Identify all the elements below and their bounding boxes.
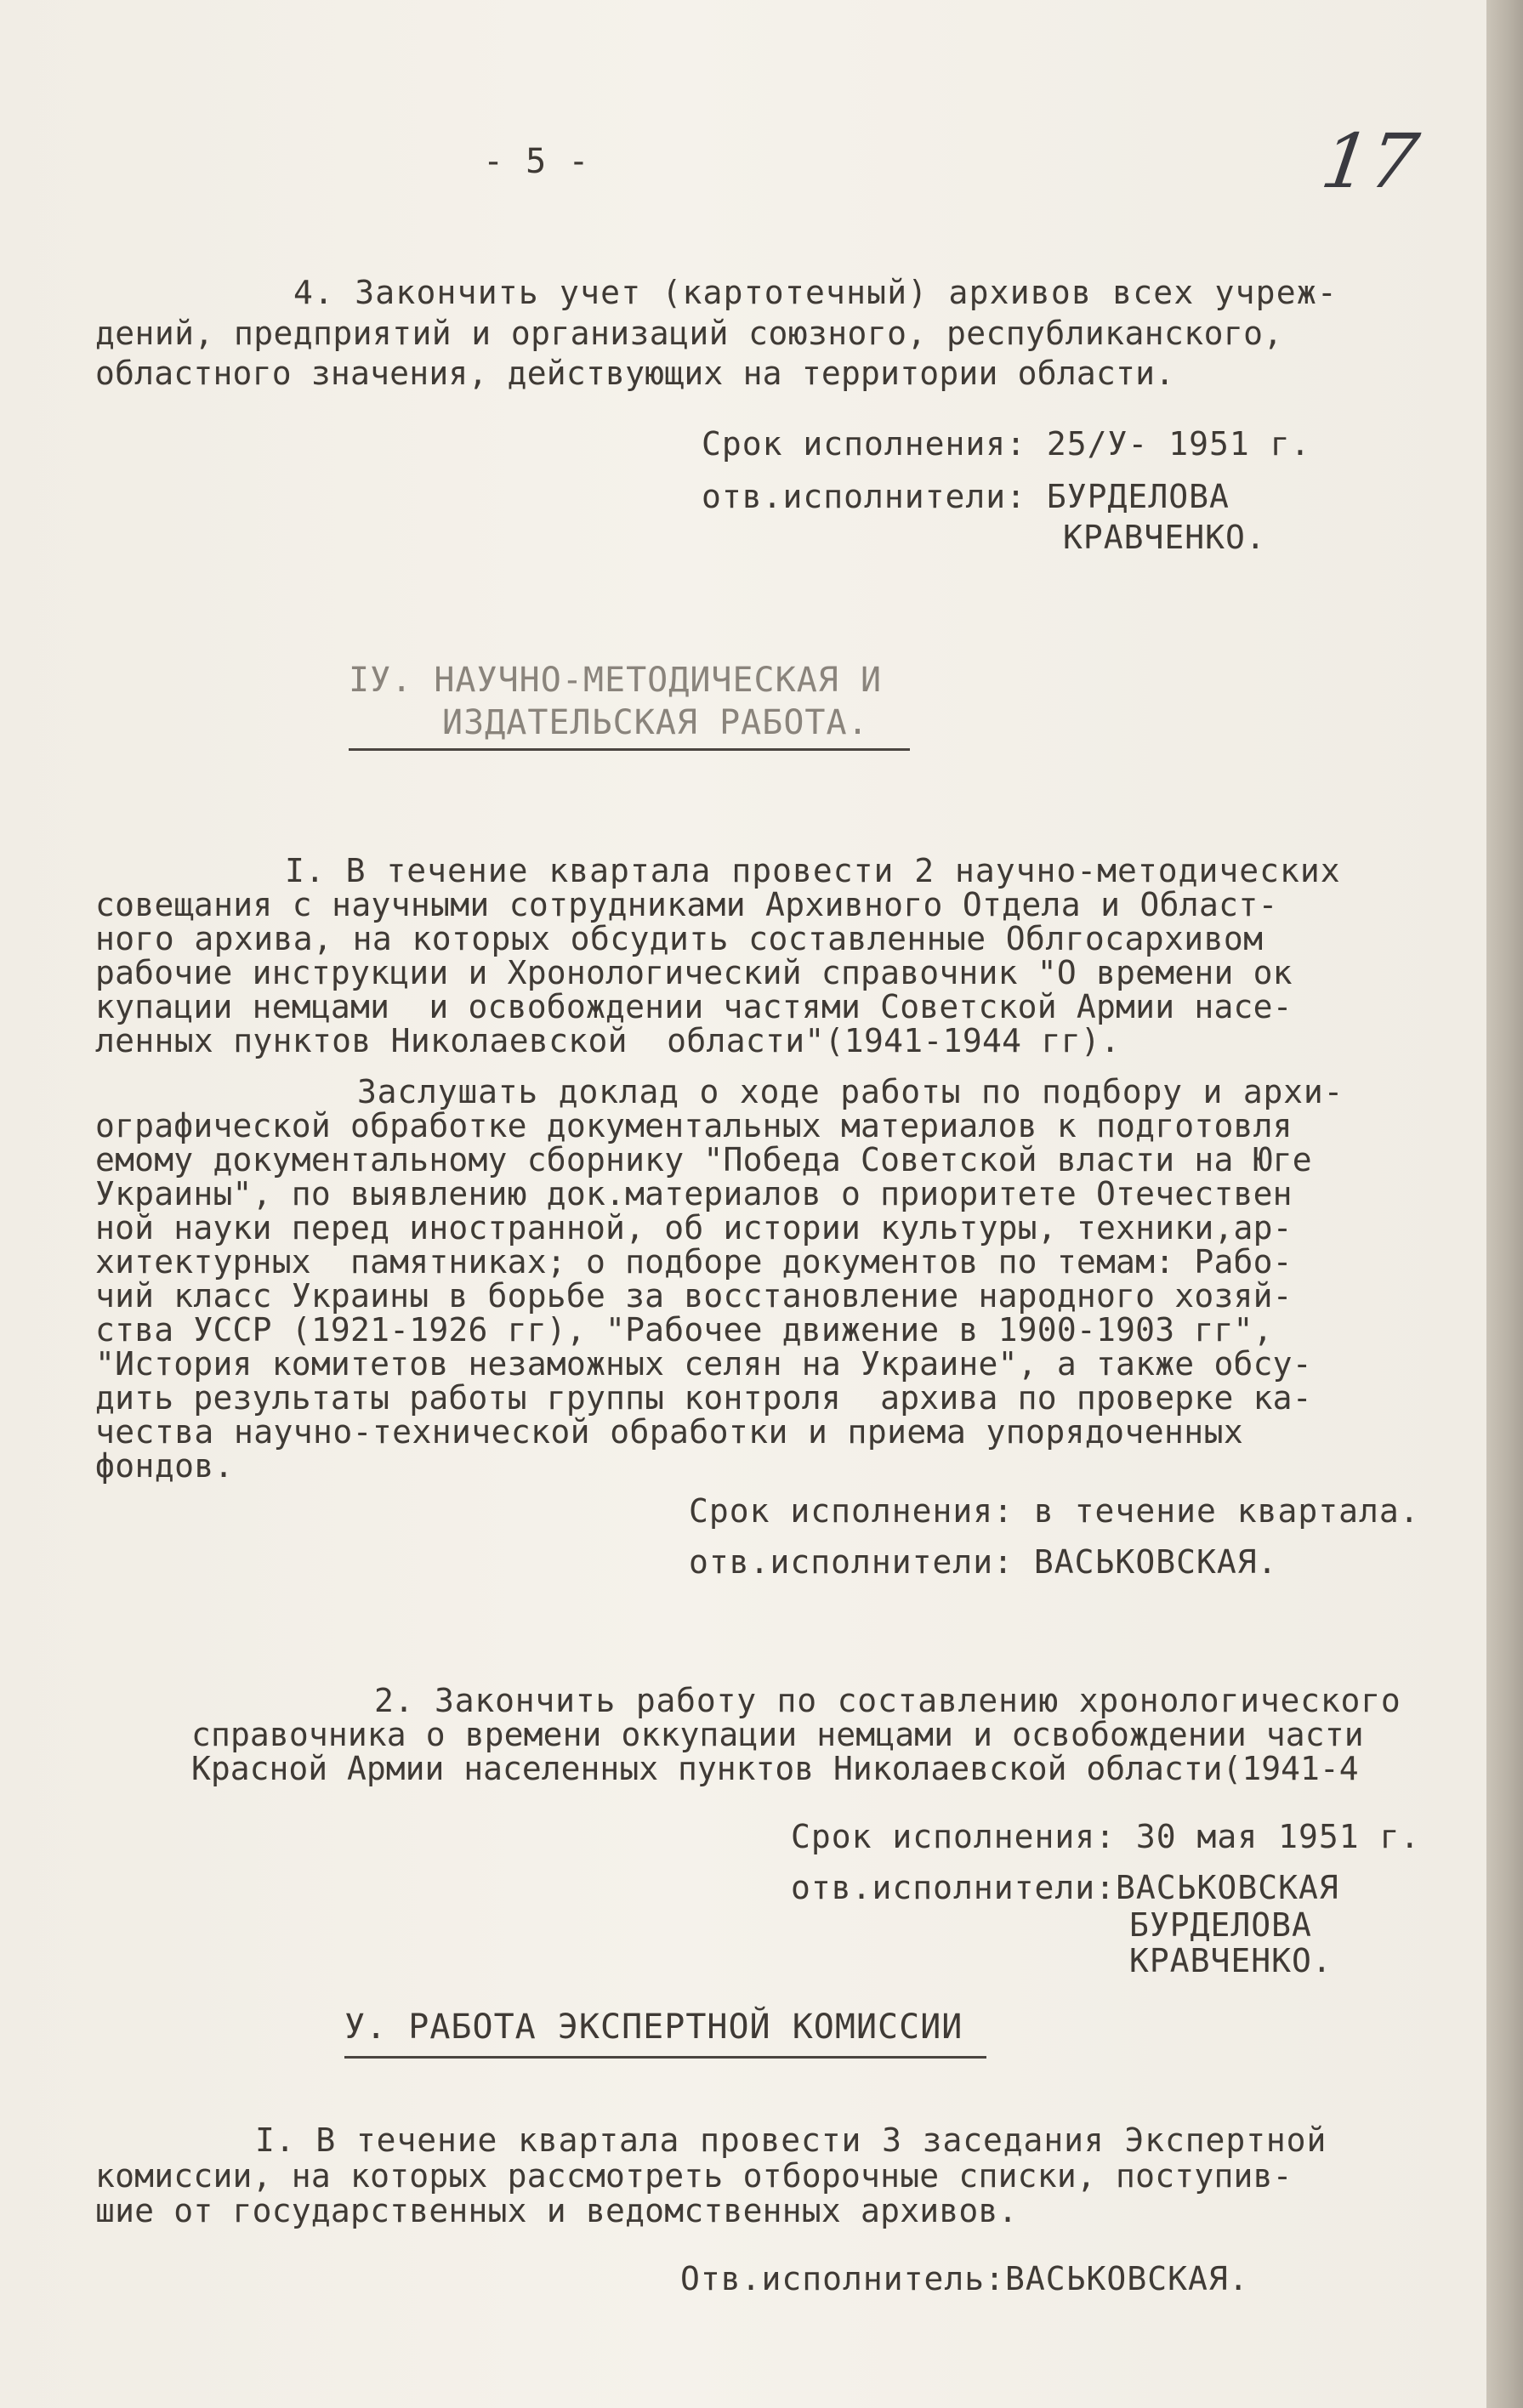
s4-item1-line-2: совещания с научными сотрудниками Архивного Отдела и Област-	[95, 886, 1278, 923]
item4-deadline: Срок исполнения: 25/У- 1951 г.	[702, 425, 1311, 463]
s4-item2-line-2: справочника о времени оккупации немцами и освобождении части	[191, 1716, 1364, 1753]
s4-item1-para2-line-5: ной науки перед иностранной, об истории культуры, техники,ар-	[95, 1209, 1293, 1247]
s4-item1-para2-line-2: ографической обработке документальных материалов к подготовля	[95, 1107, 1293, 1144]
item4-line-1: 4. Закончить учет (картотечный) архивов всех учреж-	[293, 274, 1338, 311]
s4-item1-para2-line-1: Заслушать доклад о ходе работы по подбору и архи-	[357, 1073, 1344, 1110]
section5-title: У. РАБОТА ЭКСПЕРТНОЙ КОМИССИИ	[344, 2008, 963, 2047]
s4-item1-line-5: купации немцами и освобождении частями Советской Армии насе-	[95, 988, 1293, 1025]
s4-item1-para2-line-7: чий класс Украины в борьбе за восстановление народного хозяй-	[95, 1277, 1293, 1315]
page-edge-shadow	[1486, 0, 1523, 2408]
s4-item2-responsible-2: БУРДЕЛОВА	[1129, 1906, 1312, 1944]
s5-item1-responsible: Отв.исполнитель:ВАСЬКОВСКАЯ.	[680, 2260, 1249, 2297]
page-number: - 5 -	[483, 142, 590, 181]
s4-item1-para2-line-12: фондов.	[95, 1447, 234, 1485]
section4-title-line-2: ИЗДАТЕЛЬСКАЯ РАБОТА.	[442, 703, 869, 742]
s4-item1-line-4: рабочие инструкции и Хронологический справочник "О времени ок	[95, 954, 1293, 991]
s4-item2-line-3: Красной Армии населенных пунктов Николаевской области(1941-4	[191, 1750, 1359, 1787]
s4-item1-deadline: Срок исполнения: в течение квартала.	[689, 1492, 1420, 1530]
s4-item1-responsible: отв.исполнители: ВАСЬКОВСКАЯ.	[689, 1543, 1278, 1581]
s5-item1-line-2: комиссии, на которых рассмотреть отборочные списки, поступив-	[95, 2157, 1293, 2195]
item4-line-2: дений, предприятий и организаций союзного, республиканского,	[95, 315, 1283, 352]
s4-item1-para2-line-9: "История комитетов незаможных селян на Украине", а также обсу-	[95, 1345, 1312, 1383]
s4-item2-line-1: 2. Закончить работу по составлению хронологического	[374, 1682, 1401, 1719]
s4-item1-para2-line-4: Украины", по выявлению док.материалов о приоритете Отечествен	[95, 1175, 1293, 1213]
s4-item2-deadline: Срок исполнения: 30 мая 1951 г.	[791, 1818, 1421, 1855]
s4-item1-line-1: I. В течение квартала провести 2 научно-методических	[285, 852, 1341, 889]
s4-item1-line-6: ленных пунктов Николаевской области"(1941-1944 гг).	[95, 1022, 1121, 1059]
s4-item2-responsible-3: КРАВЧЕНКО.	[1129, 1942, 1333, 1979]
handwritten-sheet-number: 17	[1316, 117, 1424, 205]
s4-item1-para2-line-10: дить результаты работы группы контроля архива по проверке ка-	[95, 1379, 1312, 1417]
s5-item1-line-1: I. В течение квартала провести 3 заседания Экспертной	[255, 2121, 1327, 2159]
s4-item1-para2-line-3: емому документальному сборнику "Победа Советской власти на Юге	[95, 1141, 1312, 1178]
s5-item1-line-3: шие от государственных и ведомственных архивов.	[95, 2192, 1018, 2229]
item4-line-3: областного значения, действующих на территории области.	[95, 355, 1175, 392]
section4-title-line-1: IУ. НАУЧНО-МЕТОДИЧЕСКАЯ И	[349, 661, 883, 700]
s4-item2-responsible: отв.исполнители:ВАСЬКОВСКАЯ	[791, 1869, 1339, 1906]
s4-item1-line-3: ного архива, на которых обсудить составленные Облгосархивом	[95, 920, 1264, 957]
section4-title-underline	[349, 748, 910, 751]
item4-responsible-2: КРАВЧЕНКО.	[1063, 519, 1266, 556]
s4-item1-para2-line-8: ства УССР (1921-1926 гг), "Рабочее движение в 1900-1903 гг",	[95, 1311, 1273, 1349]
s4-item1-para2-line-6: хитектурных памятниках; о подборе документов по темам: Рабо-	[95, 1243, 1293, 1281]
s4-item1-para2-line-11: чества научно-технической обработки и приема упорядоченных	[95, 1413, 1244, 1451]
section5-title-underline	[344, 2056, 986, 2059]
item4-responsible: отв.исполнители: БУРДЕЛОВА	[702, 478, 1230, 515]
